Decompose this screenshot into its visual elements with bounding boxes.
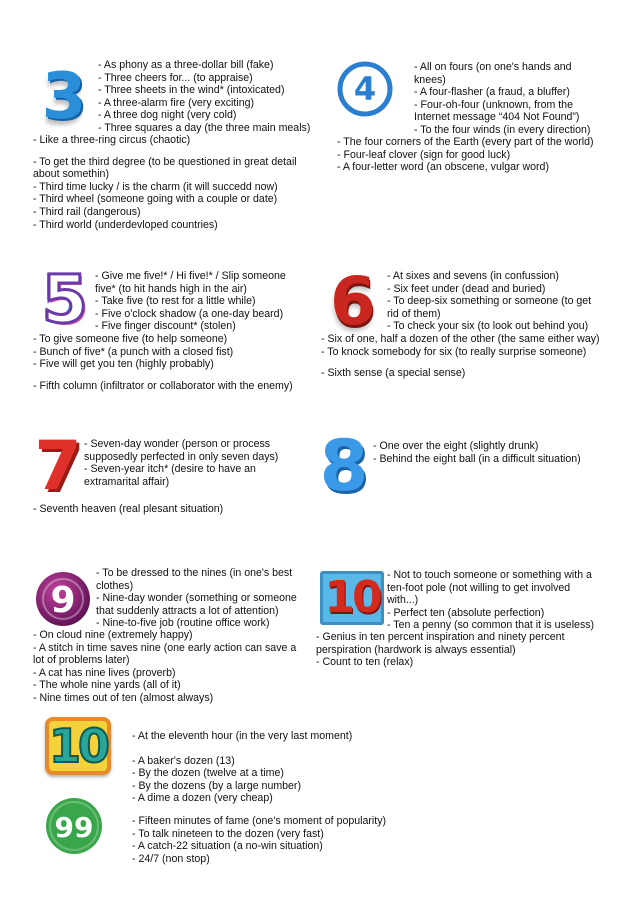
eight-line: - One over the eight (slightly drunk) xyxy=(373,440,539,452)
ten-line: ten-foot pole (not willing to get involved xyxy=(387,581,571,594)
number-five-glyph: 5 xyxy=(42,260,88,338)
nine-line: - A cat has nine lives (proverb) xyxy=(33,666,176,679)
five-line: - Give me five!* / Hi five!* / Slip someone xyxy=(95,270,286,282)
ten-line: - Perfect ten (absolute perfection) xyxy=(387,606,545,619)
nine-line: - To be dressed to the nines (in one's best xyxy=(96,567,293,579)
misc-line: - A catch-22 situation (a no-win situation) xyxy=(132,840,323,853)
five-line: - Fifth column (infiltrator or collaborator with the enemy) xyxy=(33,379,293,392)
five-line: - Bunch of five* (a punch with a closed fist) xyxy=(33,345,234,358)
eight-list-a xyxy=(373,440,581,465)
nine-line: - Nine-day wonder (something or someone xyxy=(96,592,297,605)
ten-line: - Count to ten (relax) xyxy=(316,656,414,669)
misc-line: - 24/7 (non stop) xyxy=(132,852,210,865)
six-list-b xyxy=(321,333,600,380)
spacer xyxy=(132,805,386,815)
nine-list-b xyxy=(33,629,296,705)
seven-list-b xyxy=(33,503,223,516)
five-line: - Five will get you ten (highly probably) xyxy=(33,358,214,371)
three-line: - Three sheets in the wind* (intoxicated) xyxy=(98,84,285,97)
three-line: - A three dog night (very cold) xyxy=(98,109,237,122)
ten-line: perspiration (hardwork is always essential) xyxy=(316,643,516,656)
five-line: - Take five (to rest for a little while) xyxy=(95,295,256,308)
three-line: - Third time lucky / is the charm (it will succedd now) xyxy=(33,180,278,193)
nine-line: that suddenly attracts a lot of attention) xyxy=(96,604,279,617)
number-six-glyph: 6 xyxy=(330,262,376,340)
seven-list-a xyxy=(84,438,278,488)
ten-line: - Not to touch someone or something with a xyxy=(387,569,592,581)
spacer xyxy=(321,358,600,367)
misc-line: - By the dozens (by a large number) xyxy=(132,779,301,792)
seven-line: supposedly perfected in only seven days) xyxy=(84,450,279,463)
six-line: - Six feet under (dead and buried) xyxy=(387,282,546,295)
misc-line: - By the dozen (twelve at a time) xyxy=(132,767,284,780)
six-line: - To check your six (to look out behind you) xyxy=(387,320,589,333)
four-line: - Four-leaf clover (sign for good luck) xyxy=(337,148,511,161)
number-ninety-nine-graphic xyxy=(45,797,103,855)
number-ten-glyph: 10 xyxy=(324,571,380,623)
six-line: - To deep-six something or someone (to get xyxy=(387,295,592,308)
five-line: - Five o'clock shadow (a one-day beard) xyxy=(95,307,284,320)
six-line: rid of them) xyxy=(387,307,441,320)
three-list-a xyxy=(98,59,310,135)
ten-line: - Genius in ten percent inspiration and ninety percent xyxy=(316,631,565,643)
four-line: - A four-letter word (an obscene, vulgar word) xyxy=(337,161,549,174)
five-line: five* (to hit hands high in the air) xyxy=(95,282,247,295)
spacer xyxy=(33,371,293,380)
three-line: - Third world (underdevloped countries) xyxy=(33,218,218,231)
misc-list xyxy=(132,730,386,865)
five-list-a xyxy=(95,270,286,333)
nine-line: lot of problems later) xyxy=(33,654,130,667)
spacer xyxy=(132,743,386,755)
number-six-graphic xyxy=(328,262,378,340)
number-seven-graphic xyxy=(33,426,83,506)
seven-line: - Seven-day wonder (person or process xyxy=(84,438,271,450)
four-line: - All on fours (on one's hands and xyxy=(414,61,572,73)
three-line: - To get the third degree (to be questioned in great detail xyxy=(33,155,297,168)
number-ten-badge-graphic xyxy=(45,717,111,775)
three-line: - Three squares a day (the three main meals) xyxy=(98,121,311,134)
four-list-b xyxy=(337,136,594,174)
circle-badge-icon xyxy=(45,797,103,855)
three-line: - Three cheers for... (to appraise) xyxy=(98,71,253,84)
number-nine-glyph: 9 xyxy=(50,580,76,621)
seven-line: extramarital affair) xyxy=(84,475,170,488)
misc-line: - To talk nineteen to the dozen (very fast) xyxy=(132,827,324,840)
misc-line: - Fifteen minutes of fame (one's moment of popularity) xyxy=(132,814,387,827)
nine-list-a xyxy=(96,567,297,630)
three-line: - Like a three-ring circus (chaotic) xyxy=(33,134,191,146)
number-eight-graphic xyxy=(318,424,370,507)
nine-line: - A stitch in time saves nine (one early action can save a xyxy=(33,641,297,654)
four-line: - A four-flasher (a fraud, a bluffer) xyxy=(414,86,570,99)
ten-line: with...) xyxy=(387,594,419,607)
number-four-glyph: 4 xyxy=(353,70,377,108)
three-line: - Third wheel (someone going with a couple or date) xyxy=(33,193,278,206)
circle-badge-icon xyxy=(336,60,394,118)
three-list-b xyxy=(33,134,297,231)
number-nine-graphic xyxy=(34,570,92,628)
six-line: - At sixes and sevens (in confussion) xyxy=(387,270,559,282)
four-line: knees) xyxy=(414,73,446,86)
four-line: - The four corners of the Earth (every part of the world) xyxy=(337,136,594,148)
three-line: - A three-alarm fire (very exciting) xyxy=(98,96,255,109)
ten-list-b xyxy=(316,631,565,669)
number-three-graphic xyxy=(40,59,88,134)
misc-line: - A dime a dozen (very cheap) xyxy=(132,792,273,805)
seven-line: - Seven-year itch* (desire to have an xyxy=(84,463,256,476)
four-line: - Four-oh-four (unknown, from the xyxy=(414,98,573,111)
six-line: - To knock somebody for six (to really surprise someone) xyxy=(321,345,587,358)
nine-line: - Nine times out of ten (almost always) xyxy=(33,691,214,704)
number-eight-glyph: 8 xyxy=(319,424,369,507)
ten-line: - Ten a penny (so common that it is useless) xyxy=(387,619,595,632)
five-line: - To give someone five (to help someone) xyxy=(33,333,228,345)
seven-line: - Seventh heaven (real plesant situation) xyxy=(33,503,224,515)
number-five-graphic xyxy=(40,260,90,338)
four-line: - To the four winds (in every direction) xyxy=(414,123,591,136)
number-ninety-nine-glyph: 99 xyxy=(54,811,94,844)
four-line: Internet message “404 Not Found”) xyxy=(414,111,580,124)
circle-badge-icon xyxy=(34,570,92,628)
three-line: - As phony as a three-dollar bill (fake) xyxy=(98,59,274,71)
number-ten-graphic xyxy=(320,571,384,625)
misc-line: - At the eleventh hour (in the very last moment) xyxy=(132,730,353,742)
nine-line: - The whole nine yards (all of it) xyxy=(33,679,181,692)
six-line: - Sixth sense (a special sense) xyxy=(321,367,466,380)
ten-list-a xyxy=(387,569,594,632)
number-three-glyph: 3 xyxy=(41,59,87,134)
four-list-a xyxy=(414,61,590,137)
eight-line: - Behind the eight ball (in a difficult situation) xyxy=(373,452,581,465)
three-line: - Third rail (dangerous) xyxy=(33,205,141,218)
spacer xyxy=(33,147,297,156)
nine-line: - Nine-to-five job (routine office work) xyxy=(96,617,270,630)
misc-line: - A baker's dozen (13) xyxy=(132,754,235,767)
number-four-graphic xyxy=(336,60,394,118)
five-list-b xyxy=(33,333,293,392)
number-seven-glyph: 7 xyxy=(34,426,82,506)
number-ten-badge-glyph: 10 xyxy=(48,718,107,773)
six-list-a xyxy=(387,270,591,333)
nine-line: clothes) xyxy=(96,579,134,592)
six-line: - Six of one, half a dozen of the other (the same either way) xyxy=(321,333,600,345)
nine-line: - On cloud nine (extremely happy) xyxy=(33,629,193,641)
five-line: - Five finger discount* (stolen) xyxy=(95,320,236,333)
three-line: about somethin) xyxy=(33,168,109,181)
